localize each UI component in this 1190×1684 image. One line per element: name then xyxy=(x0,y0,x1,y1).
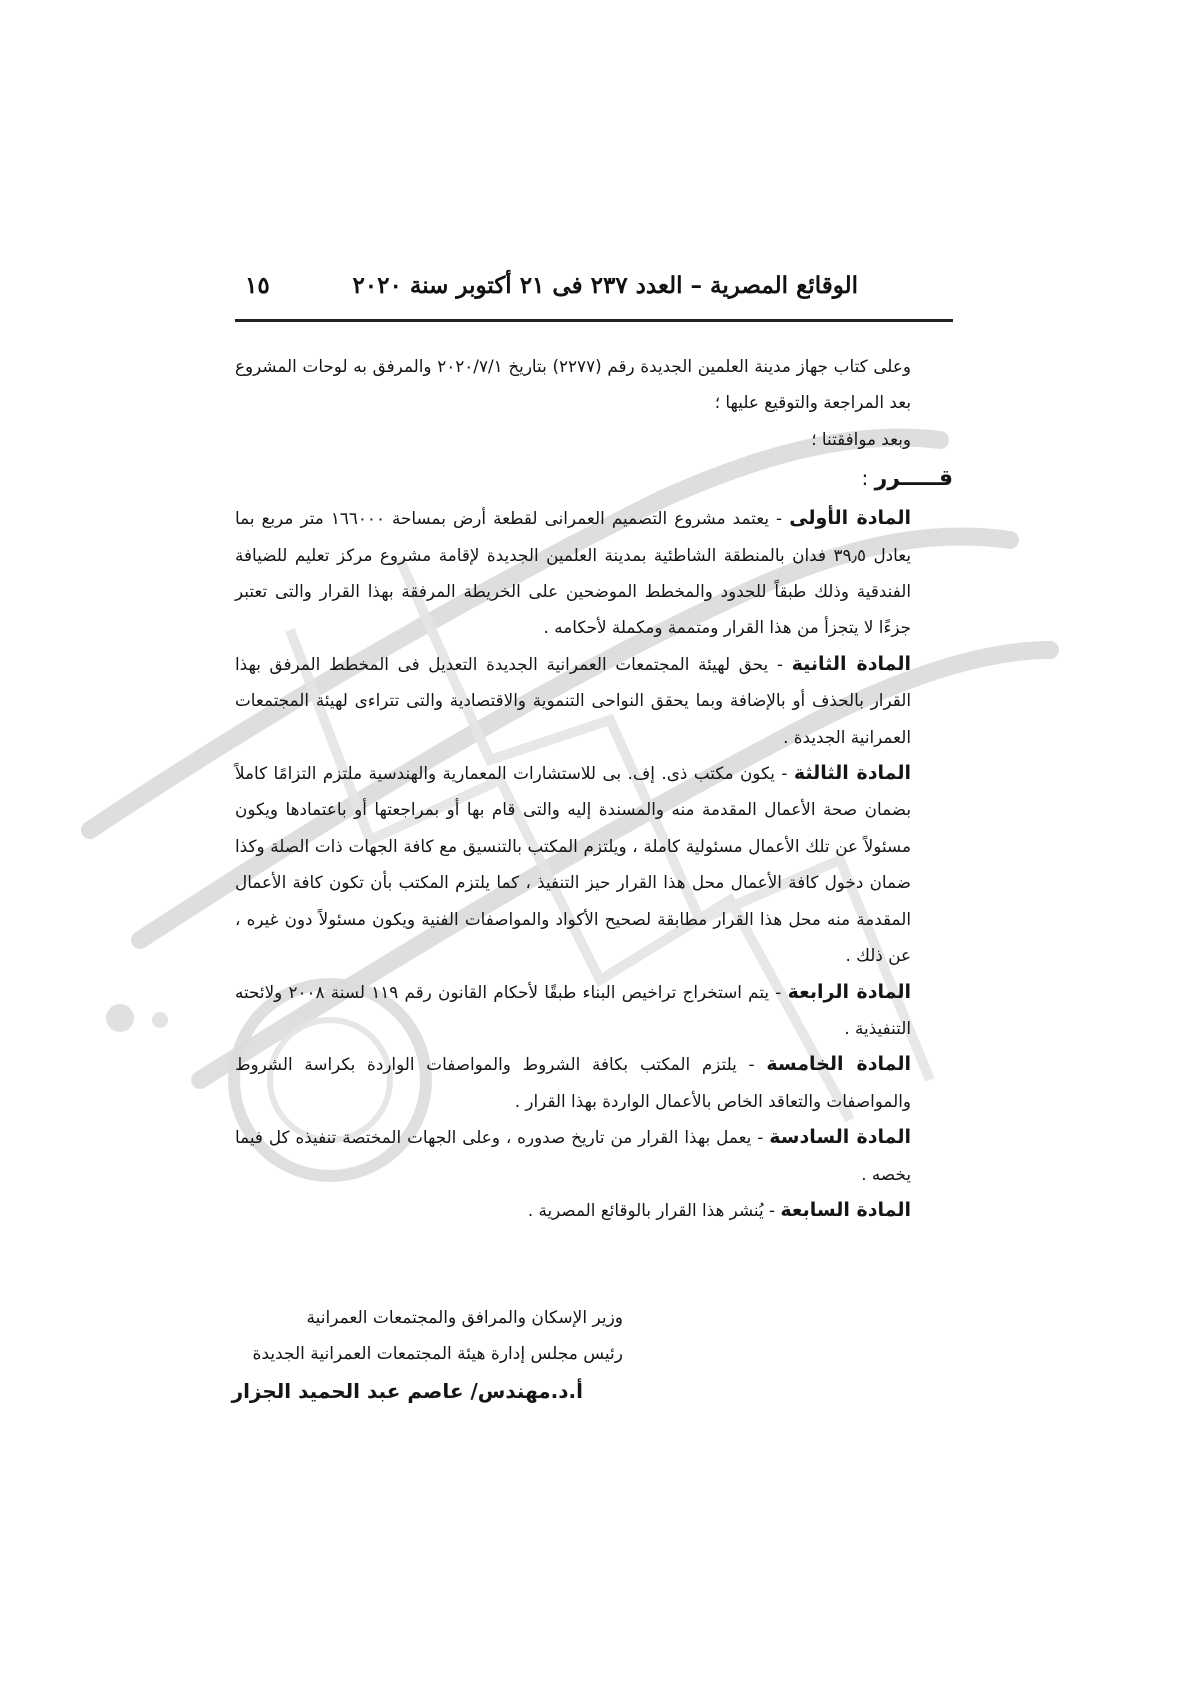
article-label: المادة الأولى xyxy=(789,507,911,530)
article-6 xyxy=(235,1119,953,1192)
signatory-title-1: وزير الإسكان والمرافق والمجتمعات العمرانية xyxy=(306,1308,623,1328)
intro-paragraph-1: وعلى كتاب جهاز مدينة العلمين الجديدة رقم (٢٢٧٧) بتاريخ ٢٠٢٠/٧/١ والمرفق به لوحات المشروع بعد المراجعة والتوقيع عليها ؛ xyxy=(235,356,911,413)
signature-block xyxy=(231,1300,953,1410)
header-divider xyxy=(235,319,953,322)
article-label: المادة السابعة xyxy=(780,1198,911,1221)
article-text: - يحق لهيئة المجتمعات العمرانية الجديدة التعديل فى المخطط المرفق بهذا القرار بالحذف أو بالإضافة وبما يحقق النواحى التنموية والاقتصادية والتى تتراءى لهيئة المجتمعات العمرانية الجديدة . xyxy=(235,653,911,747)
signatory-title-2: رئيس مجلس إدارة هيئة المجتمعات العمرانية الجديدة xyxy=(252,1344,623,1364)
article-label: المادة الثالثة xyxy=(793,762,911,785)
article-7 xyxy=(235,1192,953,1228)
page-header xyxy=(235,270,953,320)
page-header-title: الوقائع المصرية – العدد ٢٣٧ فى ٢١ أكتوبر سنة ٢٠٢٠ xyxy=(352,272,858,299)
page-number: ١٥ xyxy=(245,272,270,299)
article-text: - يكون مكتب ذى. إف. بى للاستشارات المعمارية والهندسية ملتزم التزامًا كاملاً بضمان صحة الأعمال المقدمة منه والمسندة إليه والتى قام بها أو بمراجعتها أو باعتمادها ويكون مسئولاً عن تلك الأعمال مسئولية كاملة ، ويلتزم المكتب بالتنسيق مع كافة الجهات ذات الصلة وكذا ضمان دخول كافة الأعمال محل هذا القرار حيز التنفيذ ، كما يلتزم المكتب بأن تكون كافة الأعمال المقدمة منه محل هذا القرار مطابقة لصحيح الأكواد والمواصفات الفنية ويكون مسئولاً دون غيره ، عن ذلك . xyxy=(235,763,911,966)
article-text: - يتم استخراج تراخيص البناء طبقًا لأحكام القانون رقم ١١٩ لسنة ٢٠٠٨ ولائحته التنفيذية . xyxy=(235,981,911,1038)
decision-word: قـــــرر xyxy=(874,466,953,492)
article-text: - يُنشر هذا القرار بالوقائع المصرية . xyxy=(527,1199,781,1220)
article-5 xyxy=(235,1046,953,1119)
article-text: - يعتمد مشروع التصميم العمرانى لقطعة أرض بمساحة ١٦٦٠٠٠ متر مربع بما يعادل ٣٩٫٥ فدان بالمنطقة الشاطئية بمدينة العلمين الجديدة لإقامة مشروع مركز تعليم للضيافة الفندقية وذلك طبقاً للحدود والمخطط الموضحين على الخريطة المرفقة بهذا القرار والتى تعتبر جزءًا لا يتجزأ من هذا القرار ومتممة ومكملة لأحكامه . xyxy=(235,508,911,638)
intro-paragraph-2: وبعد موافقتنا ؛ xyxy=(811,428,911,449)
article-4 xyxy=(235,974,953,1047)
article-3 xyxy=(235,755,953,973)
signatory-name: أ.د.مهندس/ عاصم عبد الحميد الجزار xyxy=(231,1379,583,1403)
article-1 xyxy=(235,500,953,646)
article-label: المادة الرابعة xyxy=(787,980,911,1003)
decision-heading xyxy=(235,459,953,498)
decree-body xyxy=(235,348,953,1228)
article-text: - يلتزم المكتب بكافة الشروط والمواصفات الواردة بكراسة الشروط والمواصفات والتعاقد الخاص بالأعمال الواردة بهذا القرار . xyxy=(235,1054,911,1111)
article-label: المادة السادسة xyxy=(769,1126,911,1149)
decision-colon: : xyxy=(861,466,869,491)
article-text: - يعمل بهذا القرار من تاريخ صدوره ، وعلى الجهات المختصة تنفيذه كل فيما يخصه . xyxy=(235,1127,911,1184)
article-label: المادة الثانية xyxy=(791,652,911,675)
article-2 xyxy=(235,646,953,755)
article-label: المادة الخامسة xyxy=(766,1053,911,1076)
